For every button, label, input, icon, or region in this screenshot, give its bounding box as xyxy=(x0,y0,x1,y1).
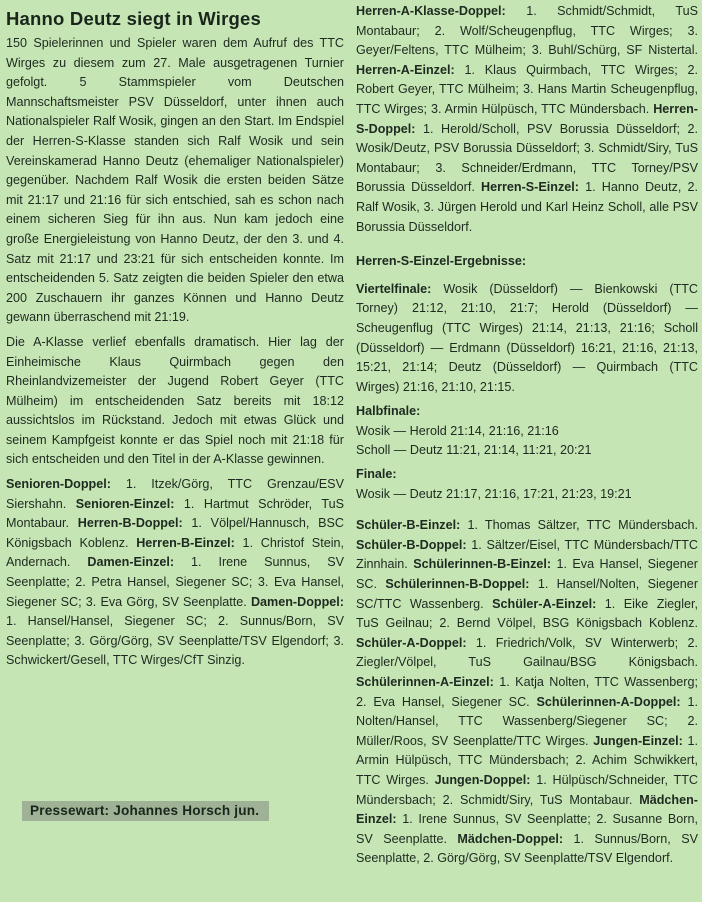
result-text: 1. Hülpüsch/Schneider, TTC Mündersbach; 2. Schmidt/Siry, TuS Montabaur. xyxy=(356,772,698,807)
result-text: 1. Schmidt/Schmidt, TuS Montabaur; 2. Wolf/Scheugenpflug, TTC Wirges; 3. Geyer/Feltens, TTC Mülheim; 3. Buhl/Schürg, SF Nistertal. xyxy=(356,4,698,58)
halbfinale-label: Halbfinale: xyxy=(356,404,421,419)
result-text: 1. Hartmut Schröder, TuS Montabaur. xyxy=(6,496,344,531)
result-label: Schülerinnen-A-Doppel: xyxy=(536,694,681,709)
result-text: 1. Friedrich/Volk, SV Winterwerb; 2. Ziegler/Völpel, TuS Gailnau/BSG Königsbach. xyxy=(356,635,698,670)
result-text: 1. Hansel/Nolten, Siegener SC/TTC Wassenberg. xyxy=(356,577,699,611)
a-klasse-paragraph: Die A-Klasse verlief ebenfalls dramatisch. Hier lag der Einheimische Klaus Quirmbach gegen den Rheinlandvizemeister der Jugend Robert Geyer (TTC Mülheim) im entscheidenden Satz bereits mit 18:12 aussichtslos im Rückstand. Jedoch mit etwas Glück und seinem Kampfgeist konnte er das Spiel noch mit 21:18 für sich entscheiden und den Titel in der A-Klasse gewinnen. xyxy=(6,334,344,467)
result-label: Schülerinnen-A-Einzel: xyxy=(356,675,494,689)
result-text: 1. Christof Stein, Andernach. xyxy=(6,535,344,570)
result-text: 1. Irene Sunnus, SV Seenplatte; 2. Susanne Born, SV Seenplatte. xyxy=(356,812,698,846)
result-text: 1. Thomas Sältzer, TTC Mündersbach. xyxy=(460,518,698,533)
result-text: 1. Hansel/Hansel, Siegener SC; 2. Sunnus/Born, SV Seenplatte; 3. Görg/Görg, SV Seenplatte/TSV Elgendorf; 3. Schwickert/Gesell, TTC Wirges/CfT Sinzig. xyxy=(6,614,344,668)
intro-paragraph: 150 Spielerinnen und Spieler waren dem Aufruf des TTC Wirges zu diesem zum 27. Male ausgetragenen Turnier gefolgt. 5 Stammspieler vom Deutschen Mannschaftsmeister PSV Düsseldorf, unter ihnen auch Nationalspieler Ralf Wosik, gingen an den Start. Im Endspiel der Herren-S-Klasse standen sich Ralf Wosik und sein Vereinskamerad Hanno Deutz (ehemaliger Nationalspieler) gegenüber. Nachdem Ralf Wosik die ersten beiden Sätze mit 21:17 und 21:16 für sich entschied, sah es schon nach einem sicheren Sieg für ihn aus. Nun kam jedoch eine große Energieleistung von Hanno Deutz, der den 3. und 4. Satz mit 21:17 und 23:21 für sich entscheiden konnte. Im entscheidenden 5. Satz zeigten die beiden Spieler den etwa 200 Zuschauern ihr ganzes Können und Hanno Deutz gewann überraschend mit 21:19. xyxy=(6,36,344,325)
result-label: Herren-A-Einzel: xyxy=(356,62,455,77)
result-label: Herren-B-Doppel: xyxy=(77,516,183,531)
viertelfinale-block xyxy=(356,280,698,398)
result-label: Jungen-Doppel: xyxy=(434,772,531,787)
left-column xyxy=(6,0,344,676)
ergebnisse-heading: Herren-S-Einzel-Ergebnisse: xyxy=(356,254,527,269)
result-label: Herren-S-Einzel: xyxy=(480,180,579,195)
result-text: 1. Sältzer/Eisel, TTC Mündersbach/TTC Zinnhain. xyxy=(356,537,698,572)
finale-match: Wosik — Deutz 21:17, 21:16, 17:21, 21:23, 19:21 xyxy=(356,486,632,501)
result-label: Herren-S-Doppel: xyxy=(356,101,698,136)
result-label: Schülerinnen-B-Doppel: xyxy=(385,577,530,592)
result-label: Senioren-Doppel: xyxy=(6,477,111,492)
pressewart-credit: Pressewart: Johannes Horsch jun. xyxy=(22,801,269,821)
halbfinale-match-2: Scholl — Deutz 11:21, 21:14, 11:21, 20:21 xyxy=(356,443,592,458)
result-label: Mädchen-Einzel: xyxy=(356,792,698,827)
result-text: 1. Eike Ziegler, TuS Geilnau; 2. Bernd Völpel, BSG Königsbach Koblenz. xyxy=(356,596,698,631)
result-label: Schüler-A-Einzel: xyxy=(492,596,597,611)
result-label: Senioren-Einzel: xyxy=(75,496,175,511)
result-label: Herren-B-Einzel: xyxy=(136,535,235,550)
result-text: 1. Irene Sunnus, SV Seenplatte; 2. Petra Hansel, Siegener SC; 3. Eva Hansel, Siegener SC; 3. Eva Görg, SV Seenplatte. xyxy=(6,555,345,609)
result-label: Damen-Doppel: xyxy=(250,594,344,609)
result-text: 1. Hanno Deutz, 2. Ralf Wosik, 3. Jürgen Herold und Karl Heinz Scholl, alle PSV Borussia Düsseldorf. xyxy=(356,180,698,234)
jugend-results xyxy=(356,516,698,869)
result-label: Schüler-B-Doppel: xyxy=(356,537,467,552)
result-text: 1. Itzek/Görg, TTC Grenzau/ESV Siershahn. xyxy=(6,477,344,511)
right-column xyxy=(356,0,698,874)
result-text: 1. Armin Hülpüsch, TTC Mündersbach; 2. Achim Schwikkert, TTC Wirges. xyxy=(356,733,698,787)
result-label: Jungen-Einzel: xyxy=(593,733,683,748)
result-label: Schüler-B-Einzel: xyxy=(356,518,461,533)
article-headline: Hanno Deutz siegt in Wirges xyxy=(6,8,262,29)
result-text: 1. Völpel/Hannusch, BSC Königsbach Koblenz. xyxy=(6,516,345,550)
result-text: 1. Sunnus/Born, SV Seenplatte, 2. Görg/Görg, SV Seenplatte/TSV Elgendorf. xyxy=(356,831,698,866)
herren-results xyxy=(356,2,698,237)
result-label: Damen-Einzel: xyxy=(87,555,175,570)
result-text: 1. Herold/Scholl, PSV Borussia Düsseldorf; 2. Wosik/Deutz, PSV Borussia Düsseldorf; 3. Schmidt/Siry, TuS Montabaur; 3. Schneider/Erdmann, TTC Torney/PSV Borussia Düsseldorf. xyxy=(356,121,698,195)
senioren-damen-results xyxy=(6,475,344,671)
result-text: 1. Nolten/Hansel, TTC Wassenberg/Siegener SC; 2. Müller/Roos, SV Seenplatte/TTC Wirges. xyxy=(356,694,698,748)
viertelfinale-label: Viertelfinale: xyxy=(356,281,432,296)
result-label: Herren-A-Klasse-Doppel: xyxy=(356,4,506,18)
result-text: 1. Klaus Quirmbach, TTC Wirges; 2. Robert Geyer, TTC Mülheim; 3. Hans Martin Scheugenpflug, TTC Wirges; 3. Armin Hülpüsch, TTC Mündersbach. xyxy=(356,62,698,116)
halbfinale-match-1: Wosik — Herold 21:14, 21:16, 21:16 xyxy=(356,423,559,438)
result-text: 1. Katja Nolten, TTC Wassenberg; 2. Eva Hansel, Siegener SC. xyxy=(356,675,698,709)
result-label: Schülerinnen-B-Einzel: xyxy=(413,557,552,572)
result-label: Mädchen-Doppel: xyxy=(457,831,564,846)
result-label: Schüler-A-Doppel: xyxy=(356,635,467,650)
viertelfinale-text: Wosik (Düsseldorf) — Bienkowski (TTC Torney) 21:12, 21:10, 21:7; Herold (Düsseldorf) — Scheugenflug (TTC Wirges) 21:14, 21:13, 21:16; Scholl (Düsseldorf) — Erdmann (Düsseldorf) 16:21, 21:16, 21:13, 15:21, 21:14; Deutz (Düsseldorf) — Quirmbach (TTC Wirges) 21:16, 21:10, 21:15. xyxy=(356,281,698,394)
result-text: 1. Eva Hansel, Siegener SC. xyxy=(356,557,698,592)
finale-label: Finale: xyxy=(356,467,397,482)
